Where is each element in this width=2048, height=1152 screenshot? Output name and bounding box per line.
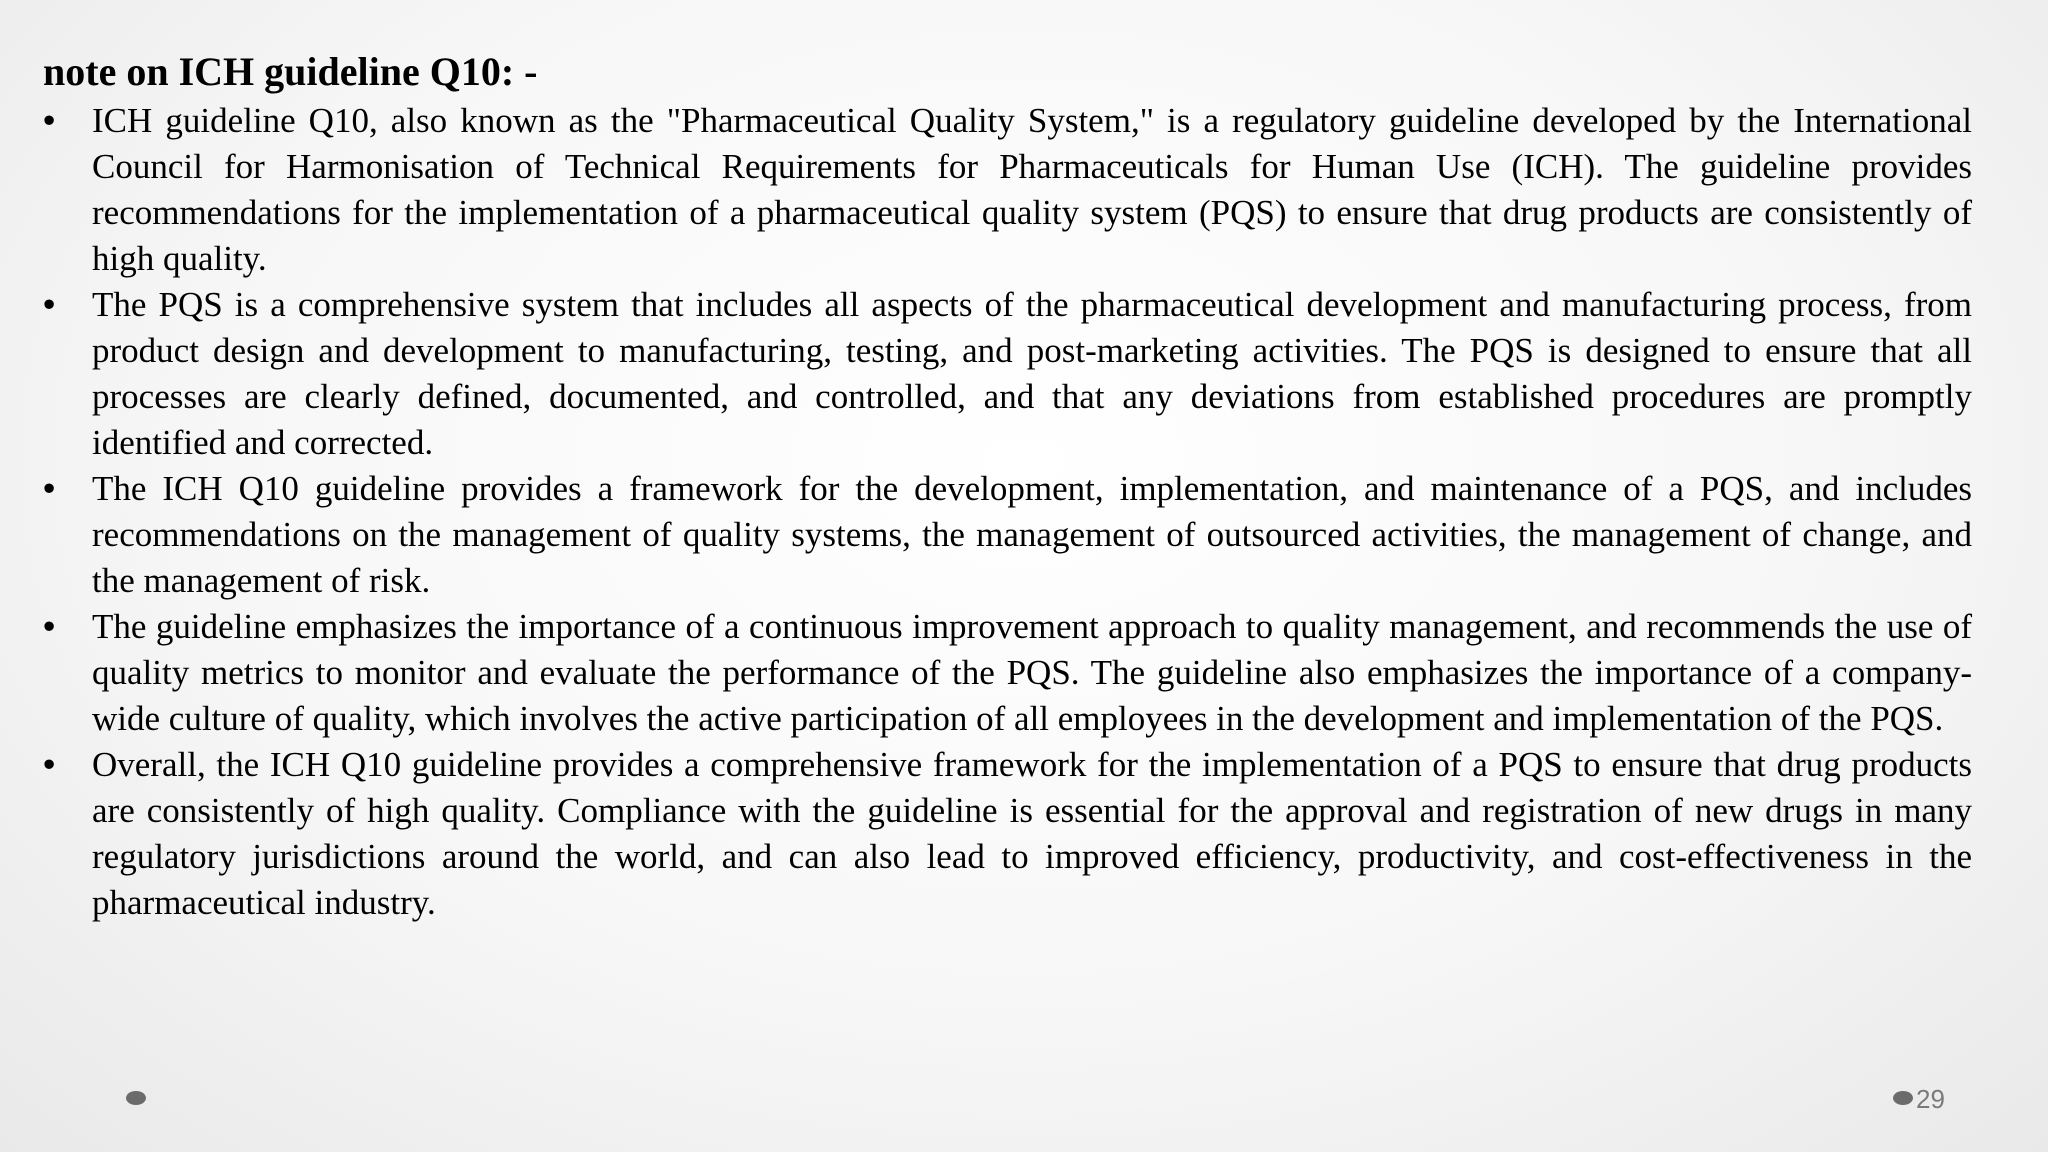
page-number: 29 (1916, 1084, 1945, 1114)
footer-dot-left-icon (126, 1091, 146, 1105)
slide-title: note on ICH guideline Q10: - (43, 49, 538, 94)
bullet-item (43, 466, 1972, 604)
bullet-item (43, 282, 1972, 466)
bullet-icon: • (43, 745, 56, 784)
bullet-item (43, 98, 1972, 282)
bullet-icon: • (43, 607, 56, 646)
bullet-list (43, 98, 1972, 926)
bullet-item (43, 604, 1972, 742)
bullet-text: ICH guideline Q10, also known as the "Pharmaceutical Quality System," is a regulatory guideline developed by the International Council for Harmonisation of Technical Requirements for Pharmaceuticals for Human Use (ICH). The guideline provides recommendations for the implementation of a pharmaceutical quality system (PQS) to ensure that drug products are consistently of high quality. (92, 101, 1972, 278)
bullet-text: The ICH Q10 guideline provides a framework for the development, implementation, and maintenance of a PQS, and includes recommendations on the management of quality systems, the management of outsourced activities, the management of change, and the management of risk. (92, 469, 1972, 600)
bullet-item (43, 742, 1972, 926)
bullet-text: The PQS is a comprehensive system that includes all aspects of the pharmaceutical development and manufacturing process, from product design and development to manufacturing, testing, and post-marketing activities. The PQS is designed to ensure that all processes are clearly defined, documented, and controlled, and that any deviations from established procedures are promptly identified and corrected. (92, 285, 1972, 462)
bullet-icon: • (43, 101, 56, 140)
bullet-icon: • (43, 469, 56, 508)
footer-dot-right-icon (1893, 1091, 1913, 1105)
bullet-text: The guideline emphasizes the importance of a continuous improvement approach to quality management, and recommends the use of quality metrics to monitor and evaluate the performance of the PQS. The guideline also emphasizes the importance of a company-wide culture of quality, which involves the active participation of all employees in the development and implementation of the PQS. (92, 607, 1972, 738)
bullet-text: Overall, the ICH Q10 guideline provides a comprehensive framework for the implementation of a PQS to ensure that drug products are consistently of high quality. Compliance with the guideline is essential for the approval and registration of new drugs in many regulatory jurisdictions around the world, and can also lead to improved efficiency, productivity, and cost-effectiveness in the pharmaceutical industry. (92, 745, 1972, 922)
bullet-icon: • (43, 285, 56, 324)
